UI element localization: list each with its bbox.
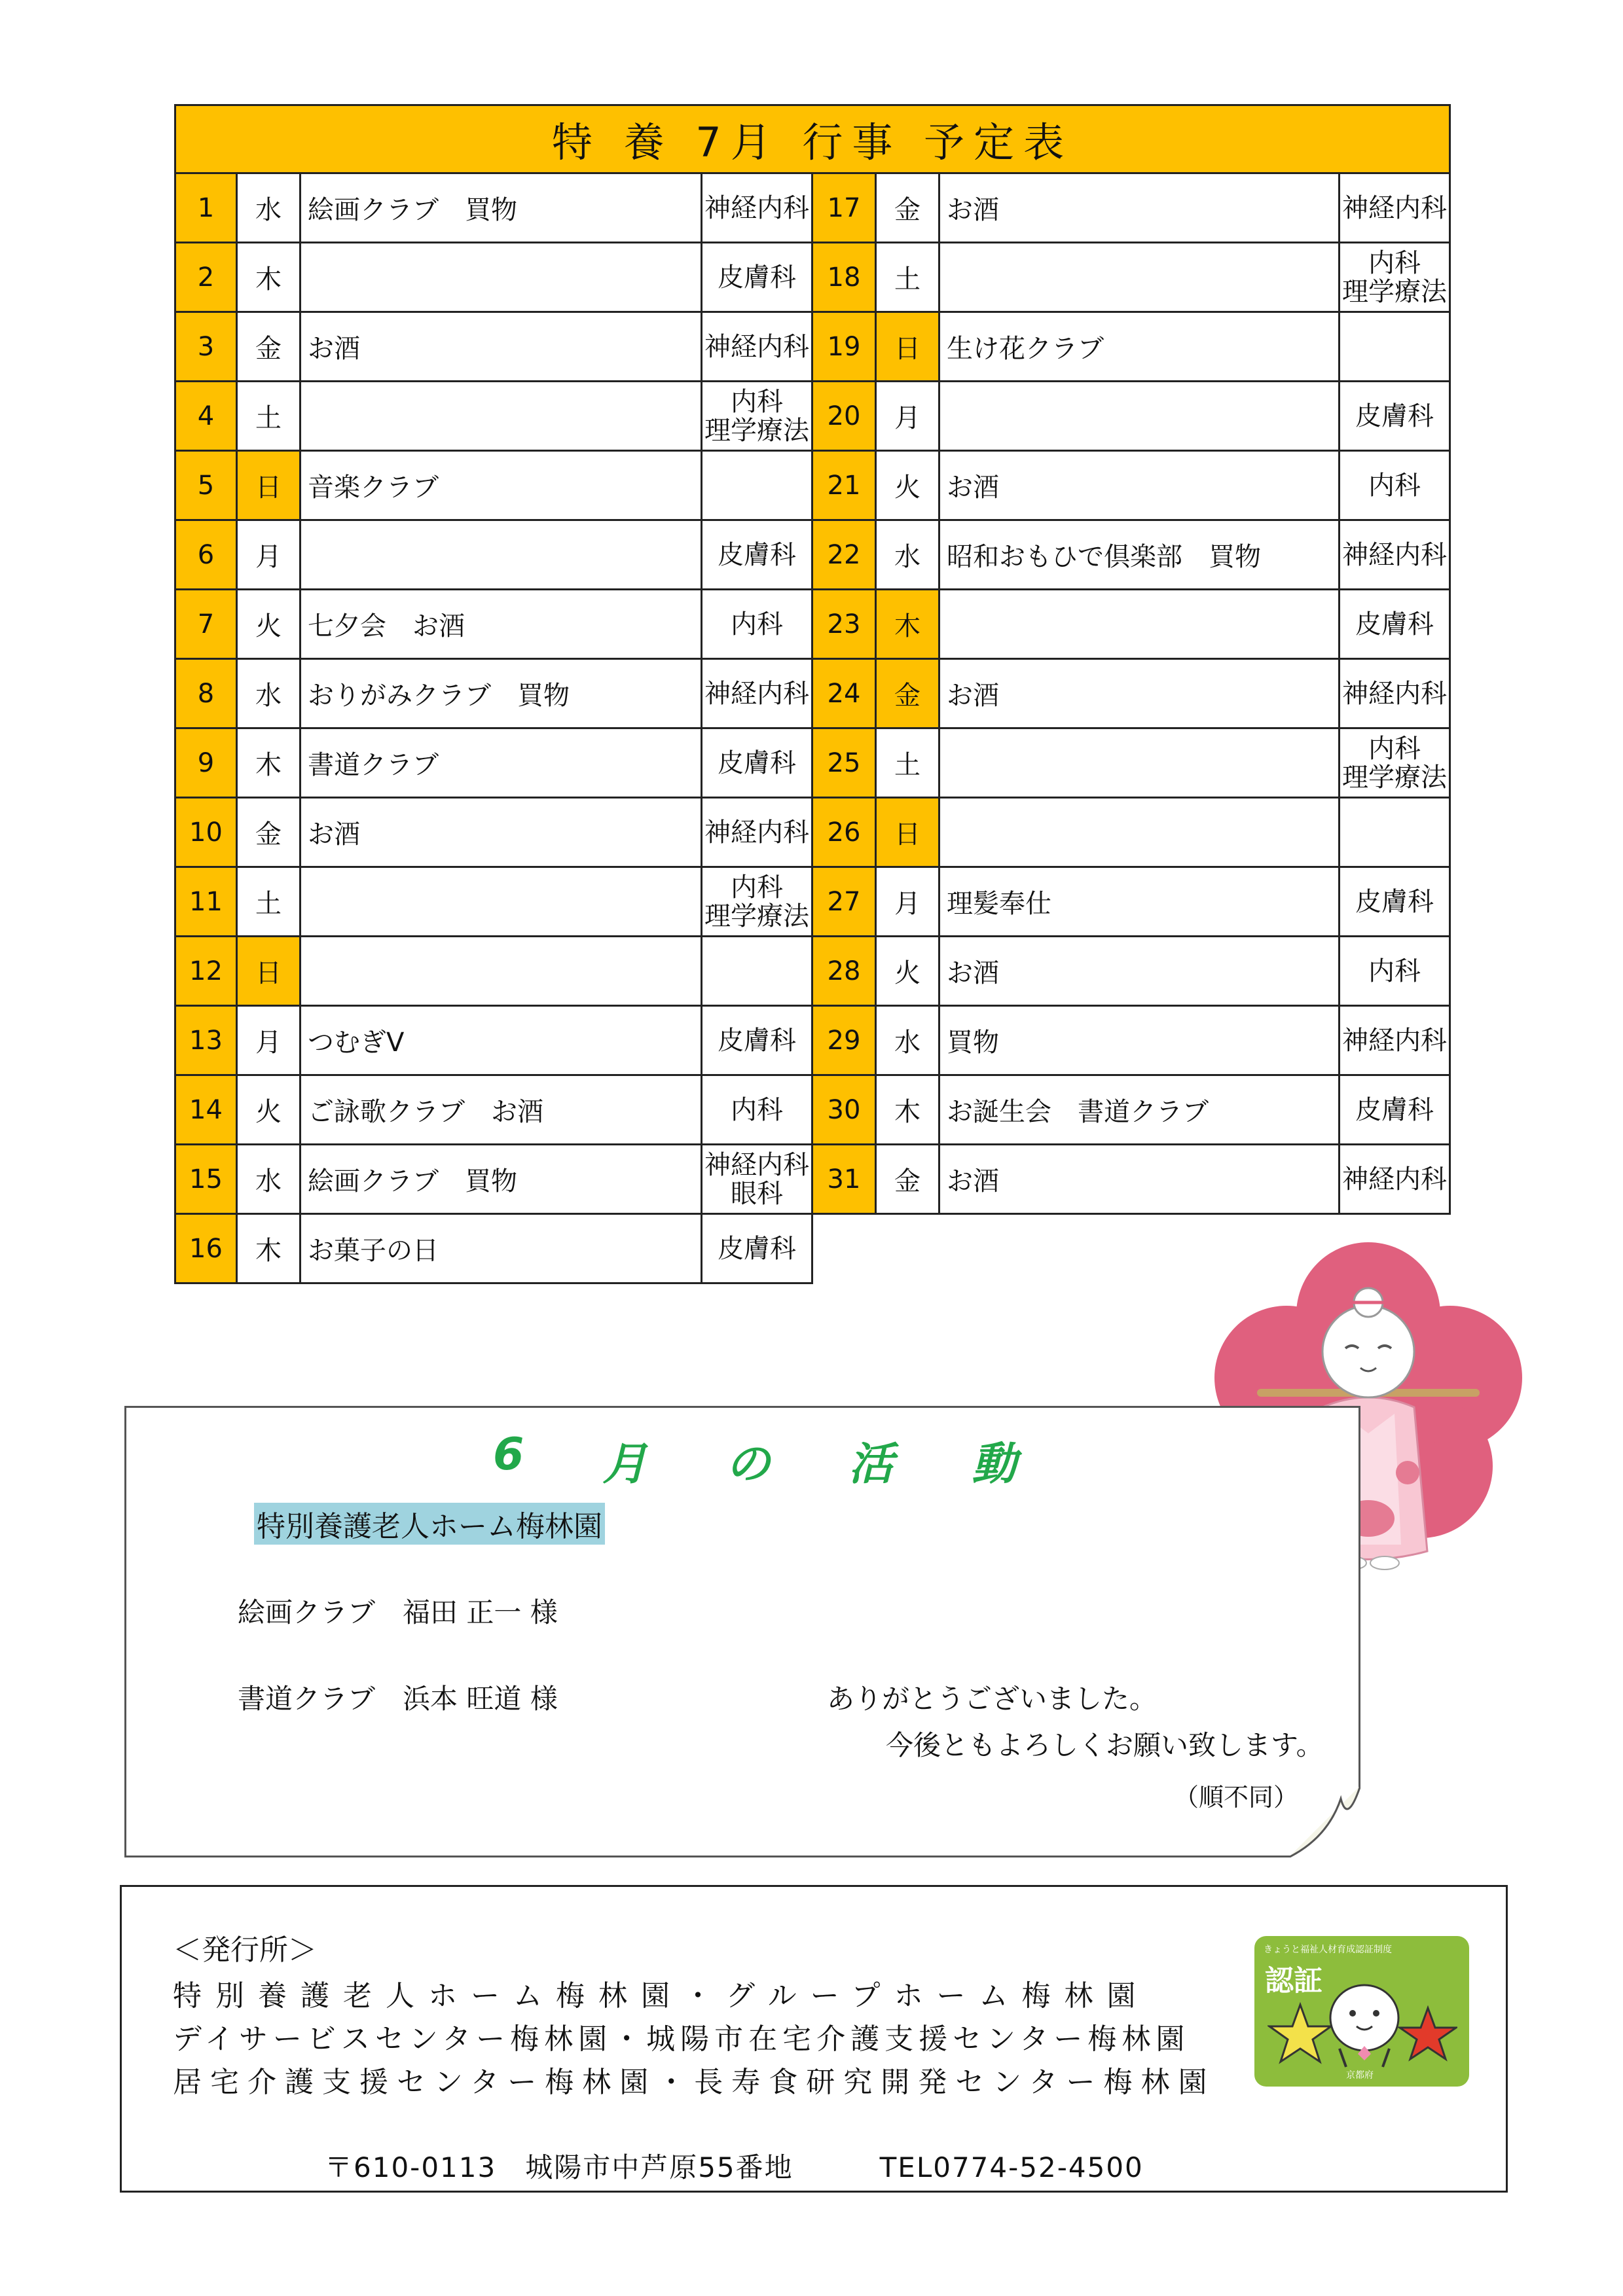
weekday: 月 xyxy=(877,868,940,937)
weekday: 土 xyxy=(238,868,301,937)
event-text xyxy=(301,868,702,937)
weekday: 木 xyxy=(238,729,301,798)
event-text: お酒 xyxy=(940,660,1340,729)
department-label: 理学療法 xyxy=(1342,276,1447,307)
schedule-row xyxy=(813,1076,1451,1145)
schedule-row xyxy=(174,1076,813,1145)
schedule-row xyxy=(174,868,813,937)
medical-department xyxy=(1340,1145,1451,1215)
day-number: 19 xyxy=(813,313,877,382)
weekday: 木 xyxy=(238,243,301,313)
medical-department xyxy=(702,798,813,868)
medical-department xyxy=(1340,174,1451,243)
day-number: 13 xyxy=(174,1007,238,1076)
schedule-row xyxy=(174,660,813,729)
department-label: 理学療法 xyxy=(704,901,809,931)
activity-title-char: 月 xyxy=(602,1439,647,1490)
event-text xyxy=(301,521,702,590)
day-number: 20 xyxy=(813,382,877,452)
event-text: お酒 xyxy=(940,937,1340,1007)
weekday: 土 xyxy=(238,382,301,452)
department-label: 神経内科 xyxy=(704,331,809,362)
organization-name: 特別養護老人ホーム梅林園 xyxy=(254,1503,605,1545)
medical-department xyxy=(1340,243,1451,313)
schedule-left-column xyxy=(174,174,813,1284)
event-text: 七夕会 お酒 xyxy=(301,590,702,660)
schedule-row xyxy=(174,521,813,590)
schedule-row xyxy=(174,937,813,1007)
publisher-line: デイサービスセンター梅林園・城陽市在宅介護支援センター梅林園 xyxy=(173,2022,1190,2056)
event-text: お酒 xyxy=(301,798,702,868)
publisher-line: 特別養護老人ホーム梅林園・グループホーム梅林園 xyxy=(173,1979,1150,2013)
event-text: お酒 xyxy=(940,452,1340,521)
event-text xyxy=(940,590,1340,660)
day-number: 24 xyxy=(813,660,877,729)
day-number: 14 xyxy=(174,1076,238,1145)
event-text: お酒 xyxy=(940,174,1340,243)
medical-department xyxy=(1340,382,1451,452)
weekday: 金 xyxy=(877,1145,940,1215)
schedule-row xyxy=(174,1215,813,1284)
day-number: 1 xyxy=(174,174,238,243)
schedule-row xyxy=(813,1145,1451,1215)
department-label: 理学療法 xyxy=(704,415,809,446)
schedule-row xyxy=(813,729,1451,798)
department-label: 内科 xyxy=(731,872,783,903)
weekday: 水 xyxy=(238,174,301,243)
event-text: 買物 xyxy=(940,1007,1340,1076)
department-label: 神経内科 xyxy=(1342,192,1447,223)
department-label: 神経内科 xyxy=(704,678,809,709)
event-text: お酒 xyxy=(301,313,702,382)
department-label: 神経内科 xyxy=(1342,539,1447,570)
regards-message: 今後ともよろしくお願い致します。 xyxy=(886,1729,1324,1761)
department-label: 皮膚科 xyxy=(1355,886,1434,917)
schedule-right-column xyxy=(813,174,1451,1215)
publisher-label: ＜発行所＞ xyxy=(173,1933,317,1967)
medical-department xyxy=(702,174,813,243)
event-text xyxy=(301,243,702,313)
schedule-row xyxy=(813,313,1451,382)
day-number: 12 xyxy=(174,937,238,1007)
activity-title-char: 6 xyxy=(493,1429,524,1480)
day-number: 23 xyxy=(813,590,877,660)
department-label: 神経内科 xyxy=(1342,1025,1447,1056)
department-label: 神経内科 xyxy=(1342,1164,1447,1194)
publisher-box xyxy=(120,1885,1508,2193)
department-label: 内科 xyxy=(731,1094,783,1125)
medical-department xyxy=(1340,798,1451,868)
badge-issuer: 京都府 xyxy=(1346,2070,1374,2081)
event-text: 絵画クラブ 買物 xyxy=(301,174,702,243)
weekday: 水 xyxy=(877,521,940,590)
thanks-message: ありがとうございました。 xyxy=(827,1683,1158,1715)
weekday: 日 xyxy=(238,452,301,521)
medical-department xyxy=(1340,729,1451,798)
event-text xyxy=(940,243,1340,313)
june-activity-panel xyxy=(124,1406,1360,1857)
weekday: 月 xyxy=(877,382,940,452)
medical-department xyxy=(1340,521,1451,590)
department-label: 神経内科 xyxy=(1342,678,1447,709)
event-text xyxy=(940,382,1340,452)
schedule-row xyxy=(813,1007,1451,1076)
day-number: 8 xyxy=(174,660,238,729)
day-number: 6 xyxy=(174,521,238,590)
medical-department xyxy=(702,313,813,382)
event-text: お菓子の日 xyxy=(301,1215,702,1284)
day-number: 29 xyxy=(813,1007,877,1076)
event-text: 生け花クラブ xyxy=(940,313,1340,382)
event-text xyxy=(940,798,1340,868)
medical-department xyxy=(702,1007,813,1076)
event-text: つむぎV xyxy=(301,1007,702,1076)
day-number: 2 xyxy=(174,243,238,313)
badge-mascot-icon xyxy=(1267,1975,1457,2073)
day-number: 5 xyxy=(174,452,238,521)
department-label: 皮膚科 xyxy=(718,262,796,293)
day-number: 4 xyxy=(174,382,238,452)
department-label: 皮膚科 xyxy=(718,1025,796,1056)
department-label: 皮膚科 xyxy=(1355,609,1434,639)
activity-title xyxy=(493,1429,1016,1492)
schedule-row xyxy=(813,243,1451,313)
page-curl-icon xyxy=(1288,1785,1360,1857)
department-label: 内科 xyxy=(1368,956,1421,986)
schedule-row xyxy=(174,1145,813,1215)
schedule-row xyxy=(174,382,813,452)
day-number: 31 xyxy=(813,1145,877,1215)
schedule-row xyxy=(813,174,1451,243)
day-number: 21 xyxy=(813,452,877,521)
department-label: 神経内科 xyxy=(704,1149,809,1180)
event-text: 書道クラブ xyxy=(301,729,702,798)
weekday: 月 xyxy=(238,521,301,590)
weekday: 火 xyxy=(877,452,940,521)
day-number: 17 xyxy=(813,174,877,243)
event-text: 絵画クラブ 買物 xyxy=(301,1145,702,1215)
weekday: 木 xyxy=(877,590,940,660)
order-note: （順不同） xyxy=(1174,1783,1299,1812)
event-text: おりがみクラブ 買物 xyxy=(301,660,702,729)
certification-badge xyxy=(1254,1936,1469,2087)
event-text: お誕生会 書道クラブ xyxy=(940,1076,1340,1145)
department-label: 皮膚科 xyxy=(718,1233,796,1264)
department-label: 内科 xyxy=(1368,733,1421,764)
schedule-row xyxy=(813,452,1451,521)
schedule-row xyxy=(174,174,813,243)
event-text: お酒 xyxy=(940,1145,1340,1215)
schedule-title: 特 養 7月 行事 予定表 xyxy=(174,104,1451,174)
schedule-row xyxy=(174,313,813,382)
day-number: 30 xyxy=(813,1076,877,1145)
schedule-table xyxy=(174,104,1451,1300)
day-number: 7 xyxy=(174,590,238,660)
day-number: 9 xyxy=(174,729,238,798)
medical-department xyxy=(702,521,813,590)
medical-department xyxy=(702,1076,813,1145)
medical-department xyxy=(702,868,813,937)
schedule-row xyxy=(174,729,813,798)
event-text xyxy=(301,937,702,1007)
department-label: 内科 xyxy=(1368,247,1421,278)
weekday: 金 xyxy=(877,660,940,729)
medical-department xyxy=(1340,590,1451,660)
weekday: 日 xyxy=(877,313,940,382)
badge-caption: きょうと福祉人材育成認証制度 xyxy=(1264,1945,1392,1955)
weekday: 水 xyxy=(238,660,301,729)
schedule-row xyxy=(174,243,813,313)
department-label: 内科 xyxy=(1368,470,1421,501)
activity-line-painting: 絵画クラブ 福田 正一 様 xyxy=(238,1596,558,1628)
day-number: 16 xyxy=(174,1215,238,1284)
medical-department xyxy=(702,452,813,521)
medical-department xyxy=(702,1215,813,1284)
activity-title-char: 動 xyxy=(972,1439,1017,1490)
medical-department xyxy=(1340,660,1451,729)
medical-department xyxy=(702,382,813,452)
department-label: 眼科 xyxy=(731,1178,783,1209)
department-label: 皮膚科 xyxy=(718,539,796,570)
day-number: 11 xyxy=(174,868,238,937)
weekday: 土 xyxy=(877,729,940,798)
department-label: 神経内科 xyxy=(704,192,809,223)
medical-department xyxy=(702,729,813,798)
schedule-row xyxy=(813,798,1451,868)
schedule-row xyxy=(174,1007,813,1076)
schedule-row xyxy=(174,590,813,660)
day-number: 26 xyxy=(813,798,877,868)
department-label: 皮膚科 xyxy=(718,747,796,778)
medical-department xyxy=(1340,1007,1451,1076)
medical-department xyxy=(702,1145,813,1215)
weekday: 火 xyxy=(238,1076,301,1145)
weekday: 水 xyxy=(238,1145,301,1215)
day-number: 25 xyxy=(813,729,877,798)
weekday: 金 xyxy=(238,313,301,382)
day-number: 3 xyxy=(174,313,238,382)
schedule-row xyxy=(813,382,1451,452)
weekday: 火 xyxy=(238,590,301,660)
weekday: 金 xyxy=(238,798,301,868)
publisher-address: 〒610-0113 城陽市中芦原55番地 TEL0774-52-4500 xyxy=(325,2151,1144,2183)
activity-title-char: の xyxy=(725,1439,771,1490)
medical-department xyxy=(702,660,813,729)
weekday: 土 xyxy=(877,243,940,313)
medical-department xyxy=(1340,452,1451,521)
event-text xyxy=(940,729,1340,798)
schedule-row xyxy=(174,452,813,521)
weekday: 日 xyxy=(238,937,301,1007)
weekday: 木 xyxy=(238,1215,301,1284)
medical-department xyxy=(702,243,813,313)
day-number: 10 xyxy=(174,798,238,868)
event-text: 理髪奉仕 xyxy=(940,868,1340,937)
medical-department xyxy=(1340,868,1451,937)
department-label: 神経内科 xyxy=(704,817,809,848)
schedule-row xyxy=(813,937,1451,1007)
day-number: 18 xyxy=(813,243,877,313)
weekday: 月 xyxy=(238,1007,301,1076)
medical-department xyxy=(702,590,813,660)
weekday: 金 xyxy=(877,174,940,243)
weekday: 日 xyxy=(877,798,940,868)
medical-department xyxy=(1340,313,1451,382)
event-text: 音楽クラブ xyxy=(301,452,702,521)
event-text: ご詠歌クラブ お酒 xyxy=(301,1076,702,1145)
event-text: 昭和おもひで倶楽部 買物 xyxy=(940,521,1340,590)
publisher-line: 居宅介護支援センター梅林園・長寿食研究開発センター梅林園 xyxy=(173,2066,1216,2099)
department-label: 皮膚科 xyxy=(1355,401,1434,431)
medical-department xyxy=(702,937,813,1007)
weekday: 水 xyxy=(877,1007,940,1076)
medical-department xyxy=(1340,1076,1451,1145)
department-label: 理学療法 xyxy=(1342,762,1447,793)
weekday: 火 xyxy=(877,937,940,1007)
department-label: 内科 xyxy=(731,609,783,639)
event-text xyxy=(301,382,702,452)
day-number: 22 xyxy=(813,521,877,590)
department-label: 内科 xyxy=(731,386,783,417)
schedule-row xyxy=(813,868,1451,937)
day-number: 28 xyxy=(813,937,877,1007)
schedule-row xyxy=(174,798,813,868)
day-number: 27 xyxy=(813,868,877,937)
weekday: 木 xyxy=(877,1076,940,1145)
schedule-row xyxy=(813,660,1451,729)
day-number: 15 xyxy=(174,1145,238,1215)
schedule-row xyxy=(813,521,1451,590)
badge-title: 認証 xyxy=(1265,1964,1322,1998)
activity-title-char: 活 xyxy=(848,1439,894,1490)
schedule-row xyxy=(813,590,1451,660)
activity-line-calligraphy: 書道クラブ 浜本 旺道 様 xyxy=(238,1683,558,1715)
medical-department xyxy=(1340,937,1451,1007)
department-label: 皮膚科 xyxy=(1355,1094,1434,1125)
